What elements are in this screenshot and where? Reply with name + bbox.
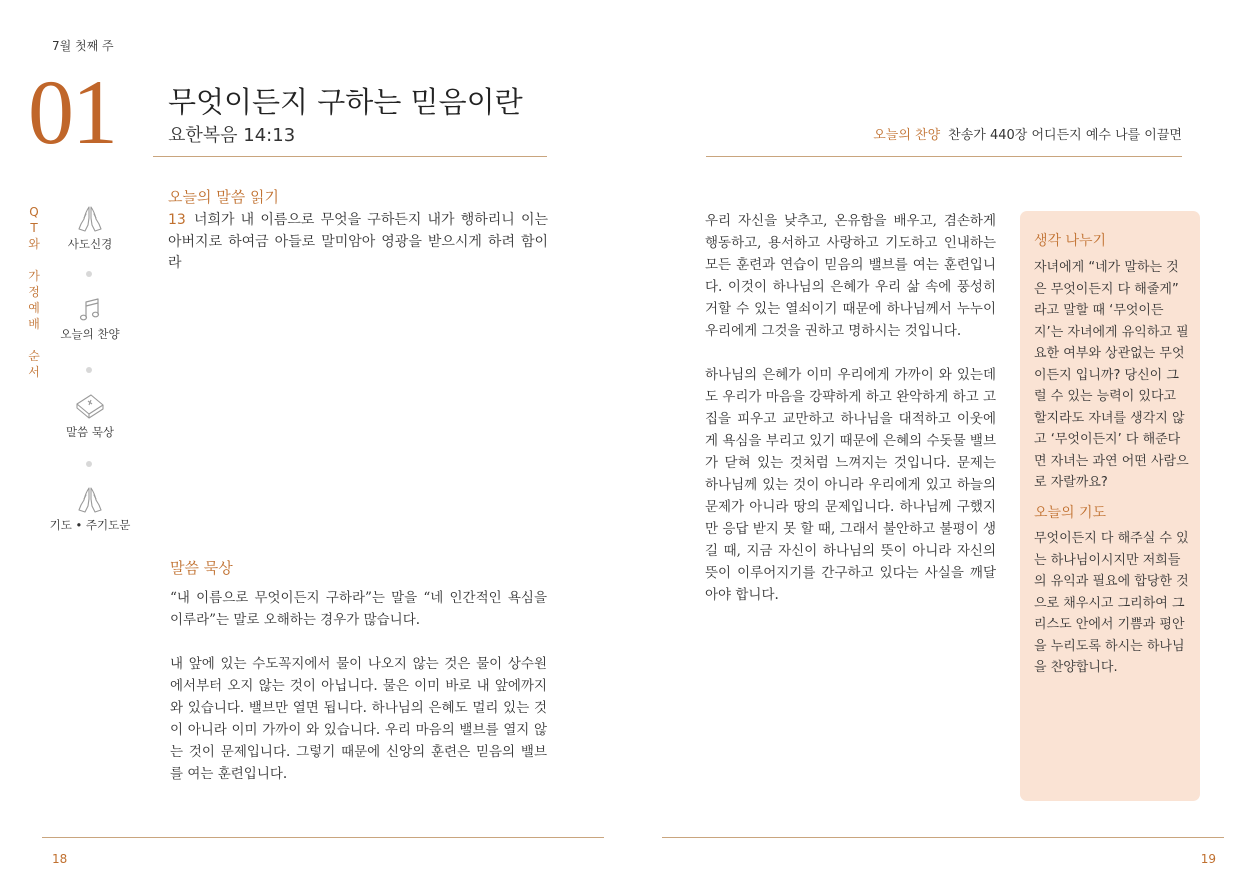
order-separator-dot bbox=[86, 461, 92, 467]
share-heading: 생각 나누기 bbox=[1034, 233, 1107, 249]
praying-hands-icon bbox=[75, 204, 105, 234]
vertical-char: 배 bbox=[28, 317, 40, 331]
order-item-prayer bbox=[44, 485, 136, 533]
order-separator-dot bbox=[86, 367, 92, 373]
vertical-gap bbox=[27, 332, 41, 348]
meditation-paragraph: 내 앞에 있는 수도꼭지에서 물이 나오지 않는 것은 물이 상수원에서부터 오지 않는 것이 아닙니다. 물은 이미 바로 내 앞에까지 와 있습니다. 밸브만 열면 됩니다. 하나님의 은혜도 멀리 있는 것이 아니라 이미 가까이 와 있습니다. 우리 마음의 밸브를 열지 않는 것이 문제입니다. 그렇기 때문에 신앙의 훈련은 믿음의 밸브를 여는 훈련입니다. bbox=[170, 656, 547, 782]
order-item-label: 사도신경 bbox=[67, 237, 113, 251]
order-separator-dot bbox=[86, 271, 92, 277]
todays-hymn bbox=[873, 124, 1182, 143]
page-number-right: 19 bbox=[1200, 852, 1216, 866]
share-text: 자녀에게 “네가 말하는 것은 무엇이든지 다 해줄게” 라고 말할 때 ‘무엇이든지’는 자녀에게 유익하고 필요한 여부와 상관없는 무엇이든지 입니까? 당신이 그럴 수 있는 능력이 있다고 할지라도 자녀를 생각지 않고 ‘무엇이든지’ 다 해준다면 자녀는 과연 어떤 사람으로 자랄까요? bbox=[1034, 260, 1189, 490]
chapter-number: 01 bbox=[28, 61, 116, 163]
vertical-char: 예 bbox=[28, 301, 40, 315]
scripture-reference: 요한복음 14:13 bbox=[168, 125, 296, 146]
worship-order-vertical-label bbox=[27, 204, 41, 380]
meditation-heading: 말씀 묵상 bbox=[170, 559, 233, 577]
order-item-todays-hymn bbox=[44, 296, 136, 342]
verse-text: 너희가 내 이름으로 무엇을 구하든지 내가 행하리니 이는 아버지로 하여금 아들로 말미암아 영광을 받으시게 하려 함이라 bbox=[168, 212, 548, 271]
right-page-body bbox=[705, 210, 996, 606]
order-item-word-meditation bbox=[44, 392, 136, 440]
vertical-gap bbox=[27, 252, 41, 268]
page-number-left: 18 bbox=[52, 852, 68, 866]
top-divider-right bbox=[706, 156, 1182, 157]
meditation-paragraph: “내 이름으로 무엇이든지 구하라”는 말을 “네 인간적인 욕심을 이루라”는 말로 오해하는 경우가 많습니다. bbox=[170, 590, 547, 628]
praying-hands-icon bbox=[75, 485, 105, 515]
verse-number: 13 bbox=[168, 212, 186, 228]
page-title: 무엇이든지 구하는 믿음이란 bbox=[168, 85, 523, 119]
order-item-label: 오늘의 찬양 bbox=[60, 327, 120, 341]
order-item-label: 기도 • 주기도문 bbox=[49, 518, 131, 532]
week-label: 7월 첫째 주 bbox=[52, 39, 114, 53]
reading-verse bbox=[168, 210, 548, 275]
vertical-char: 정 bbox=[28, 285, 40, 299]
vertical-char: 와 bbox=[28, 237, 40, 251]
hymn-text: 찬송가 440장 어디든지 예수 나를 이끌면 bbox=[948, 128, 1182, 143]
bible-icon bbox=[74, 392, 106, 422]
vertical-char: 가 bbox=[28, 269, 40, 283]
vertical-char: 서 bbox=[28, 365, 40, 379]
order-item-apostles-creed bbox=[44, 204, 136, 252]
reflection-box bbox=[1020, 211, 1200, 801]
body-paragraph: 우리 자신을 낮추고, 온유함을 배우고, 겸손하게 행동하고, 용서하고 사랑하고 기도하고 인내하는 모든 훈련과 연습이 믿음의 밸브를 여는 훈련입니다. 이것이 하나님의 은혜가 우리 삶 속에 풍성히 거할 수 있는 열쇠이기 때문에 하나님께서 누누이 우리에게 그것을 권하고 명하시는 것입니다. bbox=[705, 213, 996, 339]
prayer-text: 무엇이든지 다 해주실 수 있는 하나님이시지만 저희들의 유익과 필요에 합당한 것으로 채우시고 그리하여 그리스도 안에서 기쁨과 평안을 누리도록 하시는 하나님을 찬양합니다. bbox=[1034, 531, 1189, 675]
body-paragraph: 하나님의 은혜가 이미 우리에게 가까이 와 있는데도 우리가 마음을 강퍅하게 하고 완악하게 하고 고집을 피우고 교만하고 하나님을 대적하고 이웃에게 욕심을 부리고 있기 때문에 은혜의 수돗물 밸브가 닫혀 있는 것처럼 느껴지는 것입니다. 문제는 하나님께 있는 것이 아니라 우리에게 있고 하늘의 문제가 아니라 땅의 문제입니다. 하나님께 구했지만 응답 받지 못 할 때, 그래서 불안하고 불평이 생길 때, 지금 자신이 하나님의 뜻이 아니라 자신의 뜻이 이루어지기를 간구하고 있다는 사실을 깨달아야 합니다. bbox=[705, 367, 996, 603]
reading-heading: 오늘의 말씀 읽기 bbox=[168, 188, 279, 206]
vertical-char: T bbox=[30, 221, 38, 235]
top-divider-left bbox=[153, 156, 547, 157]
hymn-label: 오늘의 찬양 bbox=[873, 128, 941, 143]
meditation-body bbox=[170, 587, 547, 785]
order-item-label: 말씀 묵상 bbox=[65, 425, 115, 439]
music-note-icon bbox=[75, 296, 105, 324]
vertical-char: Q bbox=[29, 205, 39, 219]
bottom-divider-left bbox=[42, 837, 604, 838]
vertical-char: 순 bbox=[28, 349, 40, 363]
prayer-heading: 오늘의 기도 bbox=[1034, 505, 1107, 521]
bottom-divider-right bbox=[662, 837, 1224, 838]
